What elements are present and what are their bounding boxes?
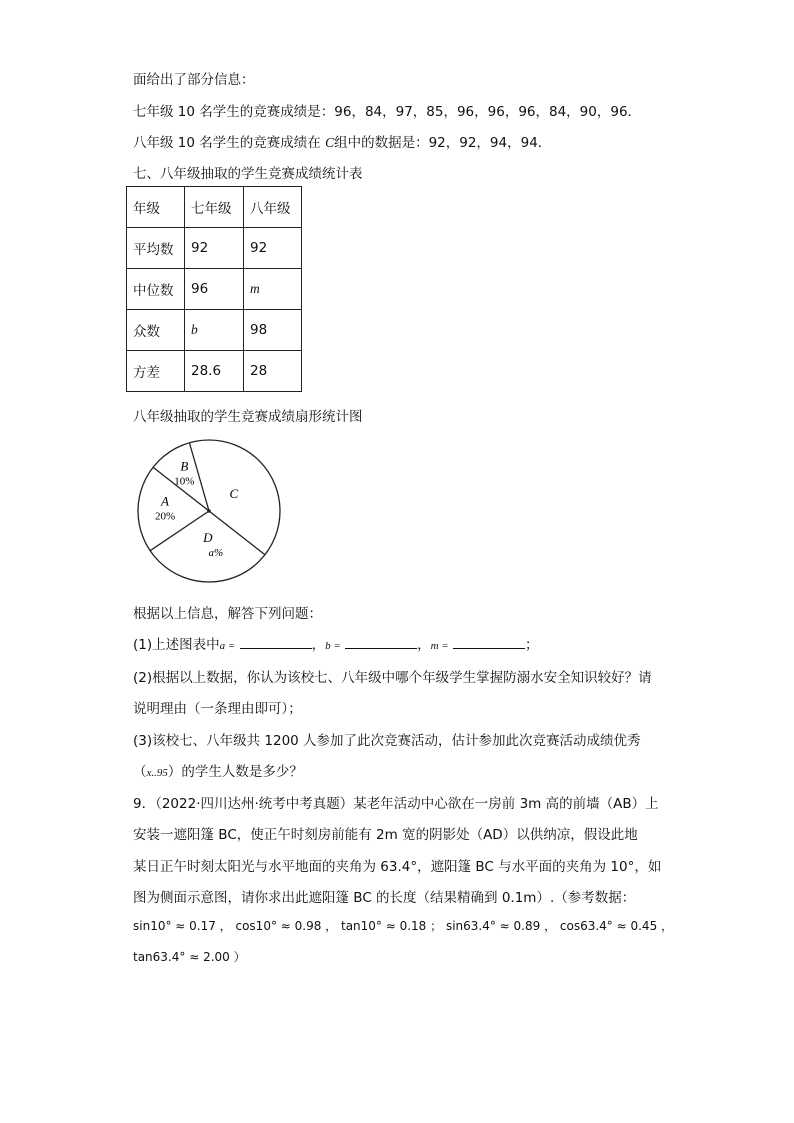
table-cell: 众数: [127, 310, 185, 351]
table-header-row: [127, 187, 302, 228]
problem-9-line-2: 安装一遮阳篷 BC，使正午时刻房前能有 2m 宽的阴影处（AD）以供纳凉，假设此地: [133, 827, 638, 843]
table-cell: 方差: [127, 351, 185, 392]
header-cell: 八年级: [244, 187, 302, 228]
group-c-var: C: [325, 135, 335, 150]
table-cell: m: [244, 269, 302, 310]
table-row: [127, 351, 302, 392]
header-cell: 七年级: [185, 187, 244, 228]
grade8-c-group-line: [133, 131, 551, 151]
grade7-scores-line: 七年级 10 名学生的竞赛成绩是：96，84，97，85，96，96，96，84，90，96．: [133, 104, 642, 120]
q3-paren-open: （: [133, 764, 147, 780]
problem-9-line-4: 图为侧面示意图，请你求出此遮阳篷 BC 的长度（结果精确到 0.1m）.（参考数据：: [133, 890, 636, 906]
table-row: [127, 310, 302, 351]
q1-sep: ，: [417, 637, 431, 653]
problem-9-line-1: 9．（2022·四川达州·统考中考真题）某老年活动中心欲在一房前 3m 高的前墙（AB）上: [133, 796, 659, 812]
pie-slice-label: B: [180, 458, 189, 474]
pie-slice-value: 10%: [174, 475, 195, 488]
answer-blank-m[interactable]: [453, 636, 525, 649]
question-1: [133, 633, 539, 653]
table-cell: b: [185, 310, 244, 351]
q1-end: ；: [525, 637, 539, 653]
table-cell: 中位数: [127, 269, 185, 310]
answer-blank-b[interactable]: [345, 636, 417, 649]
table-cell: 28: [244, 351, 302, 392]
question-2-line-1: (2)根据以上数据，你认为该校七、八年级中哪个年级学生掌握防溺水安全知识较好？请: [133, 670, 652, 686]
pie-slice-value: a%: [208, 546, 224, 559]
answer-intro: 根据以上信息，解答下列问题：: [133, 606, 322, 622]
question-2-line-2: 说明理由（一条理由即可）；: [133, 701, 302, 717]
question-3-line-1: (3)该校七、八年级共 1200 人参加了此次竞赛活动，估计参加此次竞赛活动成绩优秀: [133, 733, 641, 749]
question-3-line-2: [133, 760, 303, 780]
intro-line: 面给出了部分信息：: [133, 72, 255, 88]
pie-chart: [134, 436, 284, 590]
table-cell: 92: [244, 228, 302, 269]
q3-rest: ）的学生人数是多少？: [167, 764, 303, 780]
problem-9-line-5: sin10° ≈ 0.17 ， cos10° ≈ 0.98 ， tan10° ≈ 0.18 ； sin63.4° ≈ 0.89 ， cos63.4° ≈ 0.45 ，: [133, 919, 674, 933]
q3-expr: x..95: [146, 767, 168, 779]
pie-slice-label: C: [229, 486, 239, 502]
q1-prefix: (1)上述图表中: [133, 637, 220, 653]
pie-slice-value: 20%: [154, 510, 176, 523]
table-title: 七、八年级抽取的学生竞赛成绩统计表: [133, 166, 363, 182]
pie-slice-label: D: [203, 529, 213, 545]
q1-a-label: a =: [219, 640, 236, 652]
table-row: [127, 269, 302, 310]
pie-center-dot: [207, 509, 211, 513]
q1-m-label: m =: [430, 640, 449, 652]
grade8-c-after: 组中的数据是：92，92，94，94．: [334, 135, 552, 151]
header-cell: 年级: [127, 187, 185, 228]
problem-9-line-3: 某日正午时刻太阳光与水平地面的夹角为 63.4°，遮阳篷 BC 与水平面的夹角为 10°，如: [133, 859, 662, 875]
table-cell: 平均数: [127, 228, 185, 269]
answer-blank-a[interactable]: [240, 636, 312, 649]
table-cell: 92: [185, 228, 244, 269]
pie-slice-label: A: [161, 493, 170, 509]
q1-sep: ，: [311, 637, 326, 653]
pie-title: 八年级抽取的学生竞赛成绩扇形统计图: [133, 409, 363, 425]
table-cell: 98: [244, 310, 302, 351]
table-row: [127, 228, 302, 269]
table-cell: 28.6: [185, 351, 244, 392]
pie-chart-svg: [134, 436, 284, 586]
table-cell: 96: [185, 269, 244, 310]
stats-table: [126, 186, 302, 392]
grade8-c-before: 八年级 10 名学生的竞赛成绩在: [133, 135, 326, 151]
problem-9-line-6: tan63.4° ≈ 2.00 ）: [133, 950, 246, 964]
q1-b-label: b =: [325, 640, 341, 652]
